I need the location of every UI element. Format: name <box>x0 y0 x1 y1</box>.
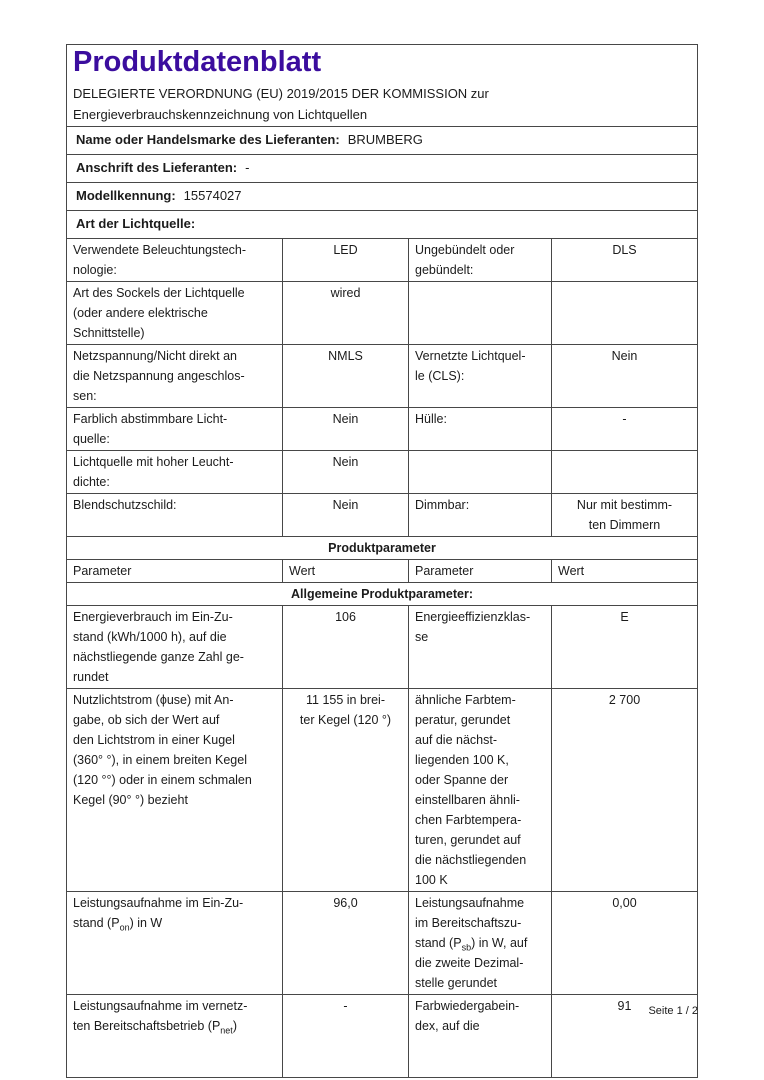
spec-row-useful-luminous-flux <box>67 689 698 892</box>
value-cell: Nur mit bestimm- ten Dimmern <box>552 494 698 537</box>
value-cell: Nein <box>283 494 409 537</box>
column-header: Parameter <box>67 560 283 583</box>
value-cell: 106 <box>283 606 409 689</box>
value-cell: LED <box>283 239 409 282</box>
parameter-cell: Leistungsaufnahme im Ein-Zu- stand $(P_{on})$ in W <box>67 892 283 995</box>
column-header: Wert <box>283 560 409 583</box>
column-header: Parameter <box>409 560 552 583</box>
value-cell: Nein <box>552 345 698 408</box>
page-number: Seite 1 / 2 <box>648 1005 698 1017</box>
model-id-row <box>67 183 698 211</box>
parameter-cell: Farblich abstimmbare Licht- quelle: <box>67 408 283 451</box>
parameter-cell: Nutzlichtstrom (ϕuse) mit An- gabe, ob sich der Wert auf den Lichtstrom in einer Kugel (360° °), in einem breiten Kegel (120 °°) oder in einem schmalen Kegel (90° °) bezieht <box>67 689 283 892</box>
value-cell: 0,00 <box>552 892 698 995</box>
model-id-label: Modellkennung: <box>76 188 176 203</box>
value-cell: DLS <box>552 239 698 282</box>
section-row-produktparameter <box>67 537 698 560</box>
spec-row-energy-consumption <box>67 606 698 689</box>
spec-row-socket <box>67 282 698 345</box>
spec-row-mains <box>67 345 698 408</box>
spec-row-networked-standby <box>67 995 698 1078</box>
title-row <box>67 45 698 127</box>
parameter-cell: Art des Sockels der Lichtquelle (oder andere elektrische Schnittstelle) <box>67 282 283 345</box>
parameter-cell: Farbwiedergabein- dex, auf die <box>409 995 552 1078</box>
supplier-address-label: Anschrift des Lieferanten: <box>76 160 238 175</box>
value-cell <box>552 451 698 494</box>
page-title: Produktdatenblatt <box>73 46 322 78</box>
parameter-cell: Hülle: <box>409 408 552 451</box>
section-title: Allgemeine Produktparameter: <box>67 583 698 606</box>
value-cell: wired <box>283 282 409 345</box>
supplier-name-value: BRUMBERG <box>347 132 423 147</box>
value-cell: Nein <box>283 451 409 494</box>
parameter-cell: Lichtquelle mit hoher Leucht- dichte: <box>67 451 283 494</box>
value-cell: NMLS <box>283 345 409 408</box>
section-title: Produktparameter <box>67 537 698 560</box>
value-cell: Nein <box>283 408 409 451</box>
section-row-allgemeine <box>67 583 698 606</box>
light-source-type-row <box>67 211 698 239</box>
value-cell: 96,0 <box>283 892 409 995</box>
parameter-cell: Vernetzte Lichtquel- le (CLS): <box>409 345 552 408</box>
parameter-cell: Energieeffizienzklas- se <box>409 606 552 689</box>
parameter-cell: Blendschutzschild: <box>67 494 283 537</box>
parameter-cell <box>409 451 552 494</box>
column-header-row <box>67 560 698 583</box>
supplier-name-label: Name oder Handelsmarke des Lieferanten: <box>76 132 340 147</box>
regulation-subtitle: DELEGIERTE VERORDNUNG (EU) 2019/2015 DER KOMMISSION zur Energieverbrauchskennzeichnung von Lichtquellen <box>73 86 489 122</box>
parameter-cell <box>409 282 552 345</box>
parameter-cell: Netzspannung/Nicht direkt an die Netzspannung angeschlos- sen: <box>67 345 283 408</box>
spec-row-high-luminance <box>67 451 698 494</box>
parameter-cell: Dimmbar: <box>409 494 552 537</box>
parameter-cell: Ungebündelt oder gebündelt: <box>409 239 552 282</box>
parameter-cell: Energieverbrauch im Ein-Zu- stand (kWh/1000 h), auf die nächstliegende ganze Zahl ge- rundet <box>67 606 283 689</box>
value-cell: E <box>552 606 698 689</box>
supplier-address-row <box>67 155 698 183</box>
value-cell: - <box>283 995 409 1078</box>
spec-row-technology <box>67 239 698 282</box>
spec-row-anti-glare <box>67 494 698 537</box>
parameter-cell: ähnliche Farbtem- peratur, gerundet auf die nächst- liegenden 100 K, oder Spanne der einstellbaren ähnli- chen Farbtempera- turen, gerundet auf die nächstliegenden 100 K <box>409 689 552 892</box>
spec-row-power-on-state <box>67 892 698 995</box>
value-cell: 2 700 <box>552 689 698 892</box>
supplier-address-value: - <box>245 160 250 175</box>
model-id-value: 15574027 <box>183 188 242 203</box>
value-cell: - <box>552 408 698 451</box>
value-cell: 91 <box>552 995 698 1078</box>
parameter-cell: Leistungsaufnahme im Bereitschaftszu- stand $(P_{sb})$ in W, auf die zweite Dezimal- stelle gerundet <box>409 892 552 995</box>
datasheet-table <box>66 44 698 1078</box>
parameter-cell: Leistungsaufnahme im vernetz- ten Bereitschaftsbetrieb $(P_{net})$ <box>67 995 283 1078</box>
light-source-type-label: Art der Lichtquelle: <box>76 216 196 231</box>
spec-row-colour-tunable <box>67 408 698 451</box>
value-cell <box>552 282 698 345</box>
supplier-name-row <box>67 127 698 155</box>
value-cell: 11 155 in brei- ter Kegel (120 °) <box>283 689 409 892</box>
column-header: Wert <box>552 560 698 583</box>
parameter-cell: Verwendete Beleuchtungstech- nologie: <box>67 239 283 282</box>
